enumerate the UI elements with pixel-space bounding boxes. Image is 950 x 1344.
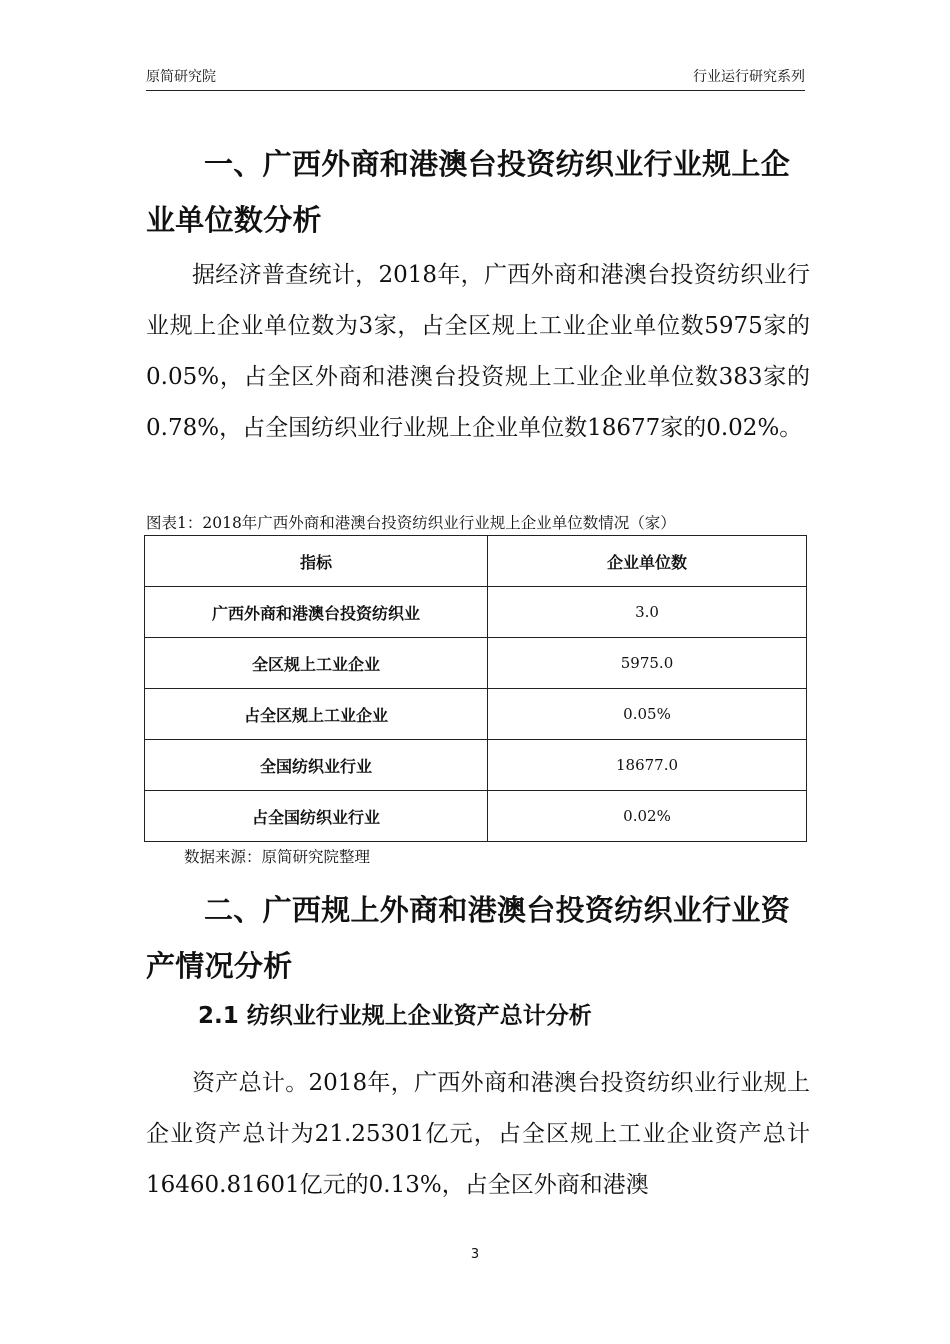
row-value: 0.02% xyxy=(488,791,807,842)
row-value: 0.05% xyxy=(488,689,807,740)
section1-paragraph: 据经济普查统计，2018年，广西外商和港澳台投资纺织业行业规上企业单位数为3家，占全区规上工业企业单位数5975家的0.05%，占全区外商和港澳台投资规上工业企业单位数383家的0.78%，占全国纺织业行业规上企业单位数18677家的0.02%。 xyxy=(146,262,810,441)
table-row xyxy=(145,587,807,638)
page-header xyxy=(146,66,805,91)
table-row xyxy=(145,791,807,842)
table-header-indicator: 指标 xyxy=(145,536,488,587)
row-value: 3.0 xyxy=(488,587,807,638)
row-label: 占全区规上工业企业 xyxy=(145,689,488,740)
table-header-row xyxy=(145,536,807,587)
row-label: 全区规上工业企业 xyxy=(145,638,488,689)
table-row xyxy=(145,689,807,740)
row-label: 占全国纺织业行业 xyxy=(145,791,488,842)
header-org-name: 原简研究院 xyxy=(146,69,216,85)
table-source-note: 数据来源：原简研究院整理 xyxy=(184,848,371,866)
table-row xyxy=(145,638,807,689)
table-caption: 图表1：2018年广西外商和港澳台投资纺织业行业规上企业单位数情况（家） xyxy=(146,514,676,532)
row-label: 全国纺织业行业 xyxy=(145,740,488,791)
enterprise-count-table xyxy=(144,535,807,842)
section1-heading: 一、广西外商和港澳台投资纺织业行业规上企业单位数分析 xyxy=(146,147,791,237)
row-value: 5975.0 xyxy=(488,638,807,689)
header-series-name: 行业运行研究系列 xyxy=(693,69,805,85)
section2-heading: 二、广西规上外商和港澳台投资纺织业行业资产情况分析 xyxy=(146,893,791,983)
page-number: 3 xyxy=(470,1247,480,1262)
table-header-count: 企业单位数 xyxy=(488,536,807,587)
table-row xyxy=(145,740,807,791)
row-label: 广西外商和港澳台投资纺织业 xyxy=(145,587,488,638)
section2-subheading: 2.1 纺织业行业规上企业资产总计分析 xyxy=(198,1003,592,1029)
section2-paragraph: 资产总计。2018年，广西外商和港澳台投资纺织业行业规上企业资产总计为21.25301亿元，占全区规上工业企业资产总计16460.81601亿元的0.13%，占全区外商和港澳 xyxy=(146,1070,810,1198)
row-value: 18677.0 xyxy=(488,740,807,791)
